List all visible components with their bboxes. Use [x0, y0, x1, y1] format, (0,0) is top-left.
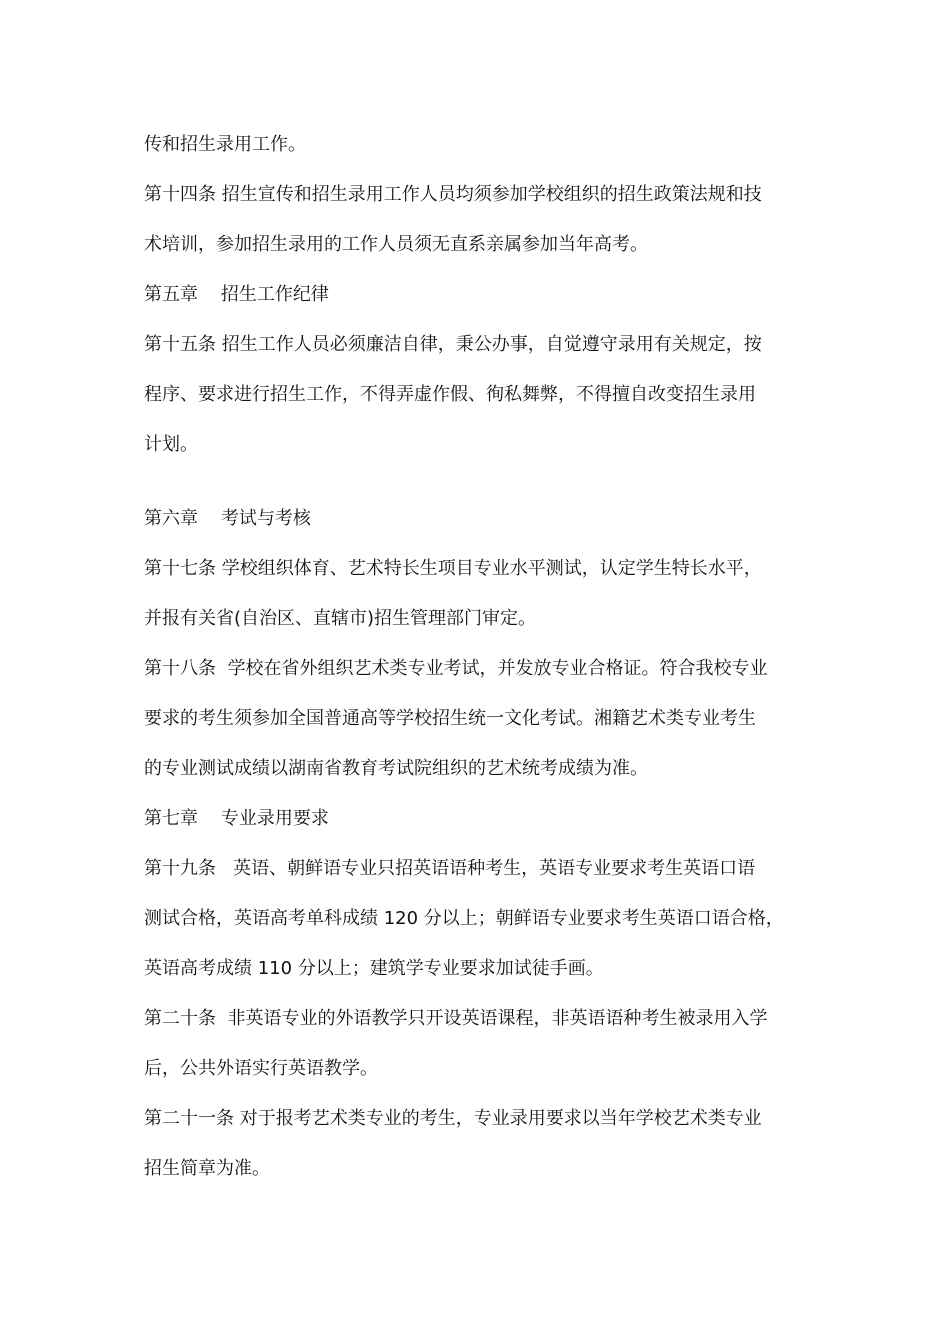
article-15-line-2: 程序、要求进行招生工作，不得弄虚作假、徇私舞弊，不得擅自改变招生录用 [144, 384, 756, 405]
article-21-line-1: 第二十一条 对于报考艺术类专业的考生，专业录用要求以当年学校艺术类专业 [144, 1108, 762, 1129]
article-19-line-3: 英语高考成绩 110 分以上；建筑学专业要求加试徒手画。 [144, 958, 604, 979]
text-line: 传和招生录用工作。 [144, 134, 306, 155]
article-19-line-2: 测试合格，英语高考单科成绩 120 分以上；朝鲜语专业要求考生英语口语合格， [144, 908, 784, 929]
article-18-line-1: 第十八条 学校在省外组织艺术类专业考试，并发放专业合格证。符合我校专业 [144, 658, 768, 679]
article-15-line-1: 第十五条 招生工作人员必须廉洁自律，秉公办事，自觉遵守录用有关规定，按 [144, 334, 762, 355]
article-21-line-2: 招生简章为准。 [144, 1158, 270, 1179]
article-18-line-2: 要求的考生须参加全国普通高等学校招生统一文化考试。湘籍艺术类专业考生 [144, 708, 756, 729]
article-14-line-2: 术培训，参加招生录用的工作人员须无直系亲属参加当年高考。 [144, 234, 648, 255]
article-15-line-3: 计划。 [144, 434, 198, 455]
article-20-line-1: 第二十条 非英语专业的外语教学只开设英语课程，非英语语种考生被录用入学 [144, 1008, 768, 1029]
article-17-line-1: 第十七条 学校组织体育、艺术特长生项目专业水平测试，认定学生特长水平， [144, 558, 762, 579]
document-body [144, 132, 824, 1206]
chapter-7-heading: 第七章 专业录用要求 [144, 808, 329, 829]
paragraph-gap [144, 482, 824, 506]
chapter-5-heading: 第五章 招生工作纪律 [144, 284, 329, 305]
article-14-line-1: 第十四条 招生宣传和招生录用工作人员均须参加学校组织的招生政策法规和技 [144, 184, 762, 205]
article-20-line-2: 后，公共外语实行英语教学。 [144, 1058, 378, 1079]
chapter-6-heading: 第六章 考试与考核 [144, 508, 311, 529]
article-19-line-1: 第十九条 英语、朝鲜语专业只招英语语种考生，英语专业要求考生英语口语 [144, 858, 756, 879]
article-18-line-3: 的专业测试成绩以湖南省教育考试院组织的艺术统考成绩为准。 [144, 758, 648, 779]
article-17-line-2: 并报有关省(自治区、直辖市)招生管理部门审定。 [144, 608, 537, 629]
